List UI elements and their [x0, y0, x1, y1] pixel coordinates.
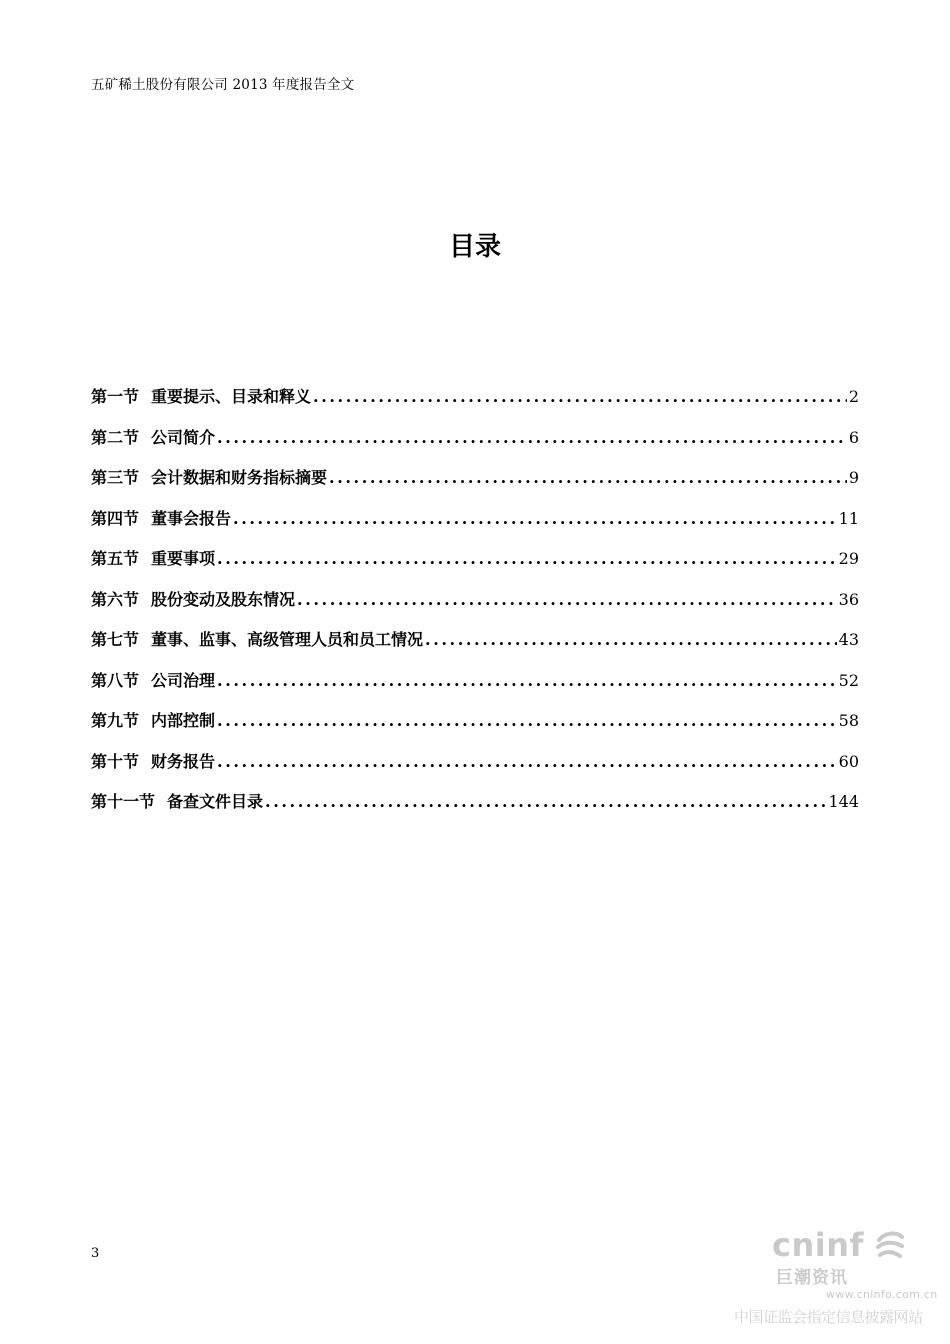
toc-leader-dots	[217, 713, 837, 729]
toc-entry-4[interactable]	[91, 506, 859, 547]
cninfo-watermark	[734, 1226, 940, 1336]
toc-section-number: 第二节	[91, 427, 140, 447]
toc-page-number: 144	[828, 792, 859, 811]
toc-entry-1[interactable]	[91, 384, 859, 425]
watermark-url: www.cninfo.com.cn	[826, 1288, 938, 1301]
toc-page-number: 58	[838, 711, 859, 730]
toc-entry-3[interactable]	[91, 465, 859, 506]
toc-section-number: 第一节	[91, 387, 140, 406]
page-number: 3	[91, 1246, 100, 1261]
watermark-brand-name: 巨潮资讯	[776, 1268, 848, 1288]
toc-entry-2[interactable]	[91, 425, 859, 466]
toc-leader-dots	[233, 511, 837, 527]
toc-section-title: 财务报告	[151, 751, 216, 771]
toc-section-number: 第十一节	[91, 792, 156, 811]
toc-section-title: 重要提示、目录和释义	[151, 387, 312, 406]
toc-section-number: 第六节	[91, 589, 140, 609]
toc-section-number: 第八节	[91, 670, 140, 690]
toc-page-number: 29	[838, 549, 859, 568]
toc-section-title: 董事会报告	[151, 508, 232, 528]
toc-section-title: 备查文件目录	[167, 792, 264, 811]
toc-leader-dots	[297, 592, 837, 608]
watermark-logo-text: cninf	[772, 1226, 864, 1264]
toc-leader-dots	[329, 470, 847, 486]
document-header: 五矿稀土股份有限公司 2013 年度报告全文	[91, 77, 355, 93]
toc-entry-5[interactable]	[91, 546, 859, 587]
toc-entry-10[interactable]	[91, 749, 859, 790]
toc-section-number: 第七节	[91, 630, 140, 649]
cninfo-logo-icon	[875, 1230, 905, 1260]
toc-page-number: 52	[838, 670, 859, 690]
toc-section-number: 第四节	[91, 508, 140, 528]
toc-leader-dots	[425, 632, 837, 648]
toc-section-number: 第三节	[91, 468, 140, 487]
toc-leader-dots	[313, 389, 847, 405]
toc-page-number: 43	[838, 630, 859, 649]
toc-section-title: 内部控制	[151, 711, 216, 730]
toc-entry-6[interactable]	[91, 587, 859, 628]
toc-leader-dots	[217, 430, 847, 446]
toc-page-number: 6	[848, 427, 859, 447]
toc-section-number: 第十节	[91, 751, 140, 771]
toc-section-title: 股份变动及股东情况	[151, 589, 296, 609]
toc-leader-dots	[217, 754, 837, 770]
toc-entry-9[interactable]	[91, 708, 859, 749]
toc-entry-11[interactable]	[91, 789, 859, 830]
toc-section-title: 公司简介	[151, 427, 216, 447]
toc-section-title: 公司治理	[151, 670, 216, 690]
table-of-contents	[91, 384, 859, 830]
watermark-slogan: 中国证监会指定信息披露网站	[734, 1308, 923, 1326]
toc-entry-7[interactable]	[91, 627, 859, 668]
toc-leader-dots	[217, 551, 837, 567]
toc-section-title: 董事、监事、高级管理人员和员工情况	[151, 630, 424, 649]
toc-section-title: 会计数据和财务指标摘要	[151, 468, 328, 487]
toc-leader-dots	[217, 673, 837, 689]
toc-page-number: 60	[838, 751, 859, 771]
toc-page-number: 2	[848, 387, 859, 406]
page-title: 目录	[448, 232, 501, 262]
toc-entry-8[interactable]	[91, 668, 859, 709]
toc-section-number: 第九节	[91, 711, 140, 730]
toc-page-number: 36	[838, 589, 859, 609]
toc-section-number: 第五节	[91, 549, 140, 568]
toc-page-number: 9	[848, 468, 859, 487]
toc-section-title: 重要事项	[151, 549, 216, 568]
toc-page-number: 11	[838, 508, 859, 528]
toc-leader-dots	[265, 794, 826, 810]
